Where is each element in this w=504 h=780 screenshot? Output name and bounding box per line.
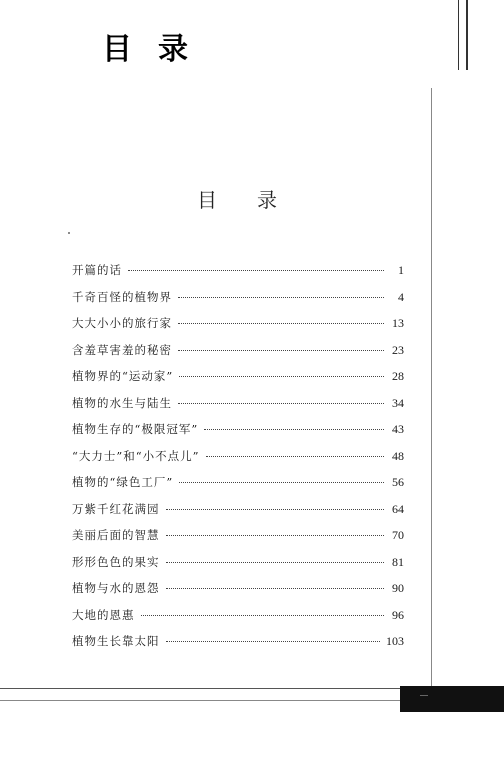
toc-entry[interactable]: [72, 421, 404, 448]
page-bottom-edge: [0, 700, 420, 701]
toc-entry-title: 万紫千红花满园: [72, 501, 160, 516]
toc-entry-page: 28: [392, 369, 404, 383]
toc-entry[interactable]: [72, 289, 404, 316]
page-edge-line: [466, 0, 468, 70]
toc-entry-page: 48: [392, 448, 404, 463]
toc-leader: [178, 403, 384, 404]
toc-entry-page: 64: [392, 501, 404, 516]
scan-mark: [420, 695, 428, 696]
toc-leader: [128, 270, 384, 271]
toc-leader: [178, 350, 384, 351]
toc-entry-page: 13: [392, 316, 404, 330]
toc-entry-page: 4: [398, 289, 404, 304]
toc-entry-title: 植物生存的“极限冠军”: [72, 422, 199, 436]
toc-leader: [141, 615, 385, 616]
toc-entry[interactable]: [72, 315, 404, 342]
toc-leader: [166, 535, 385, 536]
toc-leader: [179, 376, 384, 377]
toc-entry-page: 103: [386, 634, 404, 648]
toc-entry-page: 34: [392, 395, 404, 410]
toc-entry-page: 23: [392, 342, 404, 357]
toc-entry-page: 96: [392, 607, 404, 622]
toc-leader: [178, 323, 384, 324]
page-edge-line: [431, 88, 432, 688]
toc-entry-title: 植物生长靠太阳: [72, 634, 160, 648]
toc-entry[interactable]: [72, 607, 404, 634]
toc-entry-title: 含羞草害羞的秘密: [72, 342, 172, 357]
toc-leader: [166, 509, 385, 510]
toc-leader: [206, 456, 384, 457]
toc-entry-page: 81: [392, 554, 404, 569]
toc-entry[interactable]: [72, 554, 404, 581]
toc-leader: [166, 641, 381, 642]
toc-leader: [166, 588, 385, 589]
toc-title: 目录: [197, 188, 317, 212]
toc-entry[interactable]: [72, 580, 404, 607]
toc-entry-title: “大力士”和“小不点儿”: [72, 448, 200, 463]
toc-entry[interactable]: [72, 395, 404, 422]
scan-shadow: [400, 686, 504, 712]
toc-entry[interactable]: [72, 527, 404, 554]
toc-leader: [178, 297, 384, 298]
page-heading: 目录: [102, 32, 214, 67]
toc-entry-page: 1: [398, 263, 404, 277]
toc-entry[interactable]: [72, 474, 404, 501]
toc-entry-page: 90: [392, 581, 404, 595]
toc-entry-title: 开篇的话: [72, 263, 122, 277]
scan-dot: [68, 232, 70, 234]
toc-entry-title: 植物的水生与陆生: [72, 395, 172, 410]
toc-entry-title: 大地的恩惠: [72, 607, 135, 622]
toc-entry-title: 美丽后面的智慧: [72, 528, 160, 542]
toc-leader: [166, 562, 385, 563]
toc-entry[interactable]: [72, 633, 404, 660]
toc-leader: [179, 482, 384, 483]
toc-entry-page: 70: [392, 528, 404, 542]
toc-entry-page: 56: [392, 475, 404, 489]
toc-leader: [204, 429, 384, 430]
toc-entry-title: 植物界的“运动家”: [72, 369, 174, 383]
toc-entry[interactable]: [72, 342, 404, 369]
toc-entry[interactable]: [72, 448, 404, 475]
toc-entry-title: 植物与水的恩怨: [72, 581, 160, 595]
toc-entry[interactable]: [72, 262, 404, 289]
toc-entry-page: 43: [392, 422, 404, 436]
toc-entry-title: 形形色色的果实: [72, 554, 160, 569]
toc-entry-title: 千奇百怪的植物界: [72, 289, 172, 304]
toc-entry[interactable]: [72, 368, 404, 395]
toc-entry-title: 大大小小的旅行家: [72, 316, 172, 330]
toc-entry[interactable]: [72, 501, 404, 528]
table-of-contents: [72, 262, 404, 660]
toc-entry-title: 植物的“绿色工厂”: [72, 475, 174, 489]
page-edge-line: [458, 0, 459, 70]
